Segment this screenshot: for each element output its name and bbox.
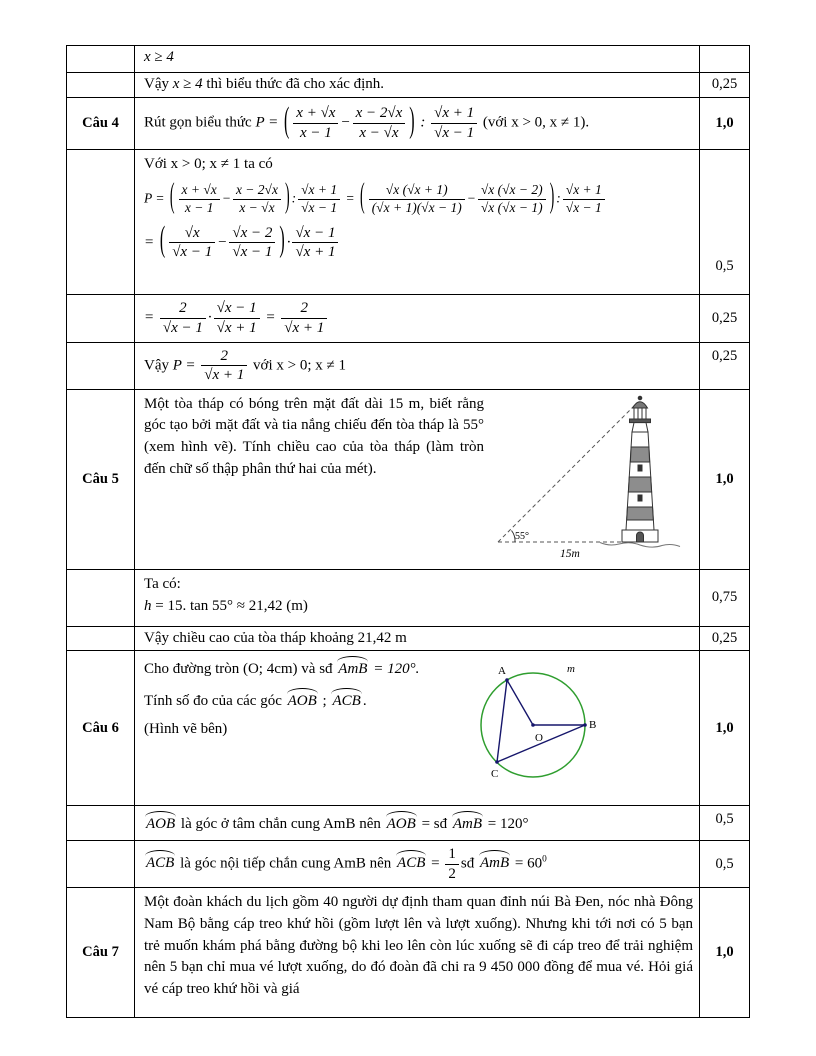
arc-AOB: AOB — [286, 689, 319, 712]
points-cell: 0,5 — [700, 841, 750, 888]
arc-AmB: AmB — [336, 657, 369, 680]
table-row: Vậy x ≥ 4 thì biểu thức đã cho xác định. 0,25 — [67, 73, 750, 98]
question-label-cell — [67, 46, 135, 73]
points-cell: 0,5 — [700, 806, 750, 841]
fraction: $\frac{√x - 1}{√x + 1}$ — [292, 225, 338, 261]
table-row — [67, 841, 750, 888]
fraction: $\frac{√x + 1}{√x - 1}$ — [563, 183, 605, 216]
solution-line-2: h = 15. tan 55° ≈ 21,42 (m) — [144, 598, 308, 614]
solution-line: = $\frac{2}{√x - 1}$ · $\frac{√x - 1}{√x + 1}$ = $\frac{2}{√x + 1}$ — [144, 300, 693, 336]
solution-line-3: = ( $\frac{√x}{√x - 1}$ − $\frac{√x - 2}{√x - 1}$ ) · $\frac{√x - 1}{√x + 1}$ — [144, 225, 693, 261]
points-cell: 0,75 — [700, 569, 750, 626]
angle-label: 55° — [515, 530, 529, 542]
arc-ACB: ACB — [144, 851, 176, 874]
fraction: $\frac{x - 2√x}{x - √x}$ — [353, 105, 406, 141]
arc-ACB: ACB — [395, 851, 427, 874]
table-row — [67, 569, 750, 626]
points-cell: 0,5 — [700, 149, 750, 294]
lighthouse-figure — [488, 392, 693, 564]
triangle-hypotenuse — [498, 403, 637, 542]
table-row — [67, 342, 750, 389]
arc-AOB: AOB — [144, 812, 177, 835]
solution-line-1: Ta có: — [144, 575, 181, 592]
table-row — [67, 626, 750, 651]
q6-statement-line-2: Tính số đo của các góc AOB ; ACB . — [144, 689, 693, 712]
q6-statement-line-3: (Hình vẽ bên) — [144, 721, 228, 737]
label-O: O — [535, 732, 543, 744]
big-lparen: ( — [283, 101, 290, 141]
big-lparen: ( — [360, 179, 365, 217]
points-cell — [700, 46, 750, 73]
big-rparen: ) — [409, 101, 415, 141]
fraction: $\frac{2}{√x + 1}$ — [281, 300, 327, 336]
conclusion-line: Vậy P = $\frac{2}{√x + 1}$ với x > 0; x ≠ 1 — [144, 347, 346, 383]
point-B — [583, 723, 587, 727]
circle-figure — [471, 661, 605, 787]
fraction: $\frac{√x (√x - 2)}{√x (√x - 1)}$ — [478, 183, 546, 216]
big-lparen: ( — [169, 179, 175, 217]
question-label: Câu 5 — [67, 389, 135, 569]
fraction: $\frac{1}{2}$ — [445, 846, 459, 882]
points-cell: 1,0 — [700, 888, 750, 1018]
answer-key-table — [66, 45, 750, 1018]
question-label: Câu 6 — [67, 651, 135, 806]
table-row — [67, 888, 750, 1018]
fraction: $\frac{√x (√x + 1)}{(√x + 1)(√x - 1)}$ — [369, 183, 465, 216]
fraction: $\frac{x + √x}{x - 1}$ — [179, 183, 220, 216]
point-O — [531, 723, 535, 727]
points-cell: 0,25 — [700, 342, 750, 389]
q6-statement-line-1: Cho đường tròn (O; 4cm) và sđ AmB = 120°. — [144, 657, 693, 680]
points-cell: 1,0 — [700, 97, 750, 149]
arc-AOB: AOB — [385, 812, 418, 835]
solution-line-1: Với x > 0; x ≠ 1 ta có — [144, 155, 273, 172]
fraction: $\frac{√x}{√x - 1}$ — [169, 225, 215, 261]
table-row — [67, 806, 750, 841]
base-label: 15m — [560, 547, 580, 560]
math-inline: x ≥ 4 — [172, 76, 203, 92]
chords-CA-CB — [497, 680, 585, 762]
fraction: $\frac{√x + 1}{√x - 1}$ — [298, 183, 340, 216]
q5-statement: Một tòa tháp có bóng trên mặt đất dài 15 m, biết rằng góc tạo bởi mặt đất và tia nắng chiếu đến tòa tháp là 55° (xem hình vẽ). Tính chiều cao của tòa tháp (làm tròn đến chữ số thập phân thứ hai của mét). — [144, 395, 484, 477]
solution-line: ACB là góc nội tiếp chắn cung AmB nên ACB = $\frac{1}{2}$ sđ AmB = $60^0$ — [146, 846, 547, 882]
label-A: A — [498, 665, 506, 677]
point-C — [495, 760, 499, 764]
label-C: C — [491, 768, 499, 780]
point-A — [505, 678, 509, 682]
question-label: Câu 7 — [67, 888, 135, 1018]
label-m: m — [567, 663, 575, 675]
solution-line-2: P = ( $\frac{x + √x}{x - 1}$ − $\frac{x - 2√x}{x - √x}$ ) : $\frac{√x + 1}{√x - 1}$ = ( $\frac{√x (√x + 1)}{(√x + 1)(√x - 1)}$ − $\frac{√x (√x - 2)}{√x (√x - 1)}$ ) : $\frac{√x + 1}{√x - 1}$ — [144, 183, 693, 216]
points-cell: 1,0 — [700, 389, 750, 569]
fraction: $\frac{2}{√x - 1}$ — [160, 300, 206, 336]
arc-ACB: ACB — [330, 689, 362, 712]
points-cell: 0,25 — [700, 294, 750, 342]
points-cell: 0,25 — [700, 626, 750, 651]
q4-statement: Rút gọn biểu thức P = ( $\frac{x + √x}{x - 1}$ − $\frac{x - 2√x}{x - √x}$ ) : $\frac{√x + 1}{√x - 1}$ (với x > 0, x ≠ 1). — [144, 105, 693, 141]
label-B: B — [589, 719, 597, 731]
condition-text: x ≥ 4 — [144, 49, 174, 65]
fraction: $\frac{x + √x}{x - 1}$ — [293, 105, 338, 141]
radii-OA-OB — [507, 680, 585, 725]
arc-AmB: AmB — [451, 812, 484, 835]
solution-line: AOB là góc ở tâm chắn cung AmB nên AOB = sđ AmB = 120° — [144, 812, 693, 835]
points-cell: 0,25 — [700, 73, 750, 98]
fraction: $\frac{√x - 2}{√x - 1}$ — [229, 225, 275, 261]
table-row — [67, 46, 750, 73]
arc-AmB: AmB — [478, 851, 511, 874]
points-cell: 1,0 — [700, 651, 750, 806]
fraction: $\frac{√x + 1}{√x - 1}$ — [431, 105, 477, 141]
lighthouse-drawing — [600, 396, 680, 547]
table-row — [67, 651, 750, 806]
conclusion-text: Vậy chiều cao của tòa tháp khoảng 21,42 m — [144, 629, 407, 646]
big-rparen: ) — [279, 221, 285, 260]
fraction: $\frac{√x - 1}{√x + 1}$ — [214, 300, 260, 336]
q7-statement: Một đoàn khách du lịch gồm 40 người dự định tham quan đỉnh núi Bà Đen, nóc nhà Đông Nam Bộ bằng cáp treo khứ hồi (gồm lượt lên và lượt xuống). Nhưng khi tới nơi có 5 bạn trẻ muốn khám phá bằng đường bộ khi leo lên còn lúc xuống sẽ đi cáp treo để trải nghiệm nên 5 bạn chỉ mua vé lượt xuống, do đó đoàn đã chi ra 9 450 000 đồng để mua vé. Hỏi giá vé cáp treo khứ hồi và giá — [135, 888, 700, 1018]
table-row — [67, 149, 750, 294]
table-row — [67, 97, 750, 149]
table-row — [67, 294, 750, 342]
fraction: $\frac{x - 2√x}{x - √x}$ — [233, 183, 281, 216]
question-label: Câu 4 — [67, 97, 135, 149]
conclusion-text: Vậy — [144, 76, 169, 92]
big-rparen: ) — [549, 179, 555, 217]
big-rparen: ) — [284, 179, 290, 217]
big-lparen: ( — [159, 221, 166, 260]
degree-sup: 0 — [542, 854, 547, 865]
table-row — [67, 389, 750, 569]
fraction: $\frac{2}{√x + 1}$ — [201, 348, 247, 384]
